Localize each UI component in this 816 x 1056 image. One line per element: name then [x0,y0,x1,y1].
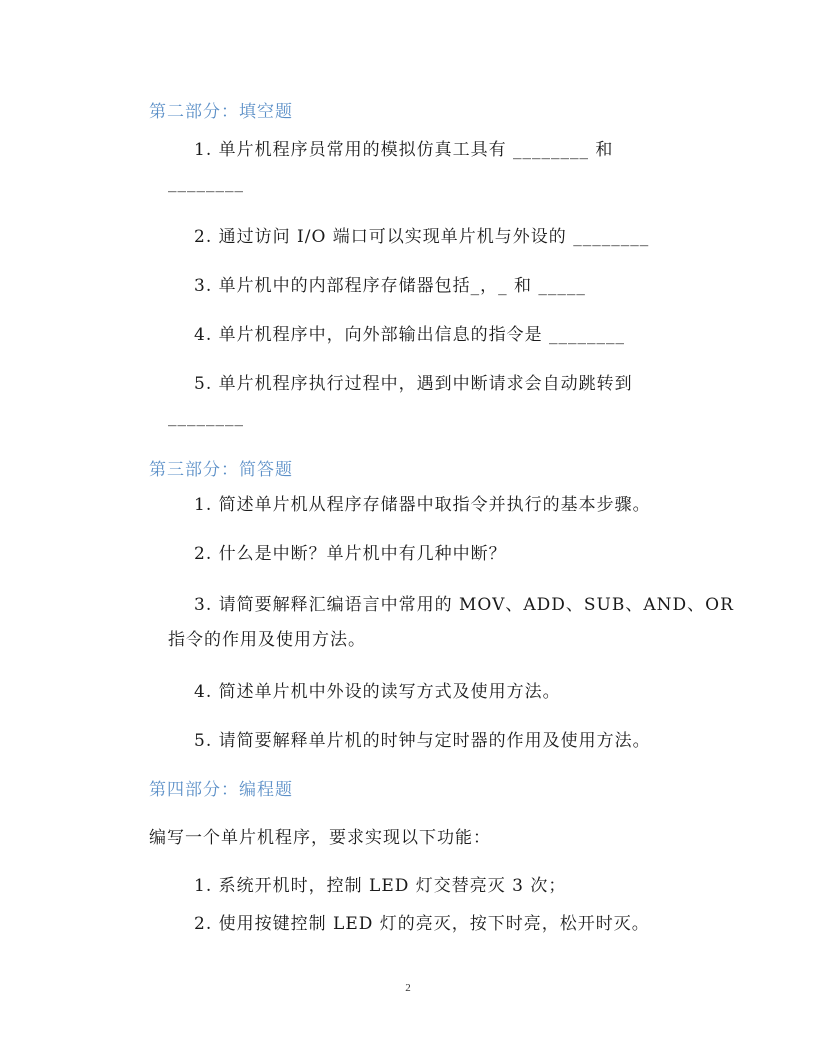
section2-item-5-cont: ________ [168,407,244,427]
page-number: 2 [405,982,411,994]
section3-item-4: 4. 简述单片机中外设的读写方式及使用方法。 [194,682,561,702]
section2-item-2: 2. 通过访问 I/O 端口可以实现单片机与外设的 ________ [194,227,650,247]
section2-item-4: 4. 单片机程序中，向外部输出信息的指令是 ________ [194,325,626,345]
section3-heading: 第三部分：简答题 [149,460,293,480]
section4-intro: 编写一个单片机程序，要求实现以下功能： [149,828,491,848]
section2-item-3: 3. 单片机中的内部程序存储器包括_，_ 和 _____ [194,276,586,296]
section2-heading: 第二部分：填空题 [149,102,293,122]
section2-item-1-cont: ________ [168,173,244,193]
section2-item-1: 1. 单片机程序员常用的模拟仿真工具有 ________ 和 [194,140,614,160]
section4-item-1: 1. 系统开机时，控制 LED 灯交替亮灭 3 次； [194,876,567,896]
section3-item-3-cont: 指令的作用及使用方法。 [168,630,366,650]
section2-item-5: 5. 单片机程序执行过程中，遇到中断请求会自动跳转到 [194,374,633,394]
section3-item-1: 1. 简述单片机从程序存储器中取指令并执行的基本步骤。 [194,495,651,515]
section3-item-2: 2. 什么是中断？单片机中有几种中断？ [194,544,507,564]
section4-heading: 第四部分：编程题 [149,780,293,800]
section3-item-3: 3. 请简要解释汇编语言中常用的 MOV、ADD、SUB、AND、OR [194,595,734,615]
section4-item-2: 2. 使用按键控制 LED 灯的亮灭，按下时亮，松开时灭。 [194,914,650,934]
section3-item-5: 5. 请简要解释单片机的时钟与定时器的作用及使用方法。 [194,731,651,751]
